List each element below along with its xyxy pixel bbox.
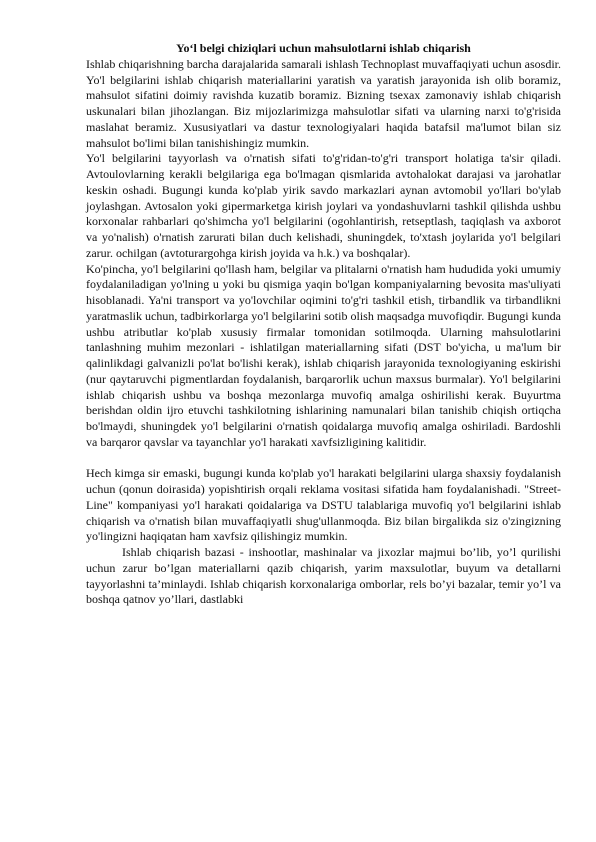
paragraph-intro: Ishlab chiqarishning barcha darajalarida samarali ishlash Technoplast muvaffaqiyati uchun asosdir. Yo'l belgilarini ishlab chiqarish materiallarini yaratish va yaratish jarayonida ish olib boramiz, mahsulot sifatini doimiy ravishda kuzatib boramiz. Bizning tsexax zamonaviy ishlab chiqarish uskunalari bilan jihozlangan. Biz mijozlarimizga mahsulotlar sifati va ularning narxi to'g'risida maslahat beramiz. Xususiyatlari va dastur texnologiyalari haqida batafsil ma'lumot bilan siz mahsulot bo'limi bilan tanishishingiz mumkin. (86, 56, 561, 150)
paragraph-spacer (86, 451, 561, 467)
paragraph-advertising: Hech kimga sir emaski, bugungi kunda ko'plab yo'l harakati belgilarini ularga shaxsiy foydalanish uchun (qonun doirasida) yopishtirish orqali reklama vositasi sifatida ham foydalanishadi. "Street-Line" kompaniyasi yo'l harakati qoidalariga va DSTU talablariga muvofiq yo'l belgilarini ishlab chiqarish va o'rnatish bilan muvaffaqiyatli shug'ullanmoqda. Biz bilan birgalikda siz o'zingizning yo'lingizni haqiqatan ham xavfsiz qilishingiz mumkin. (86, 466, 561, 544)
document-page (86, 41, 561, 608)
paragraph-quality: Yo'l belgilarini tayyorlash va o'rnatish sifati to'g'ridan-to'g'ri transport holatiga ta'sir qiladi. Avtoulovlarning kerakli belgilariga ega bo'lmagan qismlarida avtohalokat darajasi va jarohatlar keskin oshadi. Bugungi kunda ko'plab yirik savdo markazlari aynan avtomobil yo'llari bo'ylab joylashgan. Avtosalon yoki gipermarketga kirish joylari va yondashuvlarni tashkil qilishda ushbu korxonalar rahbarlari qo'shimcha yo'l belgilarini (ogohlantirish, retseptlash, taqiqlash va axborot va yo'nalish) o'rnatish zarurati bilan duch kelishadi, shuningdek, to'xtash joylarida yo'l belgilari zarur. ochilgan (avtoturargohga kirish joyida va h.k.) va boshqalar). (86, 151, 561, 260)
document-title: Yo‘l belgi chiziqlari uchun mahsulotlarni ishlab chiqarish (176, 41, 471, 55)
paragraph-responsibility: Ko'pincha, yo'l belgilarini qo'llash ham, belgilar va plitalarni o'rnatish ham hududida yoki umumiy foydalaniladigan yo'lning u yoki bu qismiga yaqin bo'lgan kompaniyalarning bevosita mas'uliyati hisoblanadi. Ya'ni transport va yo'lovchilar oqimini to'g'ri tashkil etish, tirbandlik va tirbandlikni yaratmaslik uchun, tadbirkorlarga yo'l belgilarini sotib olish maqsadga muvofiqdir. Bugungi kunda ushbu atributlar ko'plab xususiy firmalar tomonidan sotilmoqda. Ularning mahsulotlarini tanlashning muhim mezonlari - ishlatilgan materiallarning sifati (DST bo'yicha, u ma'lum bir qalinlikdagi galvanizli po'lat bo'lishi kerak), ishlab chiqarish jarayonida texnologiyaning eskirishi (nur qaytaruvchi pigmentlardan foydalanish, barqarorlik uchun maxsus burmalar). Yo'l belgilarini ishlab chiqarish ushbu va boshqa mezonlarga muvofiq amalga oshirilishi kerak. Buyurtma berishdan oldin ijro etuvchi tashkilotning ishlarining namunalari bilan tanishib chiqish ortiqcha bo'lmaydi, shuningdek yo'l belgilarini o'rnatish qoidalarga muvofiq amalga oshiriladi. Bardoshli va barqaror qavslar va tayanchlar yo'l harakati xavfsizligining kalitidir. (86, 261, 561, 449)
paragraph-production-base: Ishlab chiqarish bazasi - inshootlar, mashinalar va jixozlar majmui bo’lib, yo’l qurilishi uchun zarur bo’lgan materiallarni qazib chiqarish, yarim maxsulotlar, buyum va detallarni tayyorlashni ta’minlaydi. Ishlab chiqarish korxonalariga omborlar, rels bo’yi bazalar, temir yo’l va boshqa qatnov yo’llari, dastlabki (86, 545, 561, 607)
